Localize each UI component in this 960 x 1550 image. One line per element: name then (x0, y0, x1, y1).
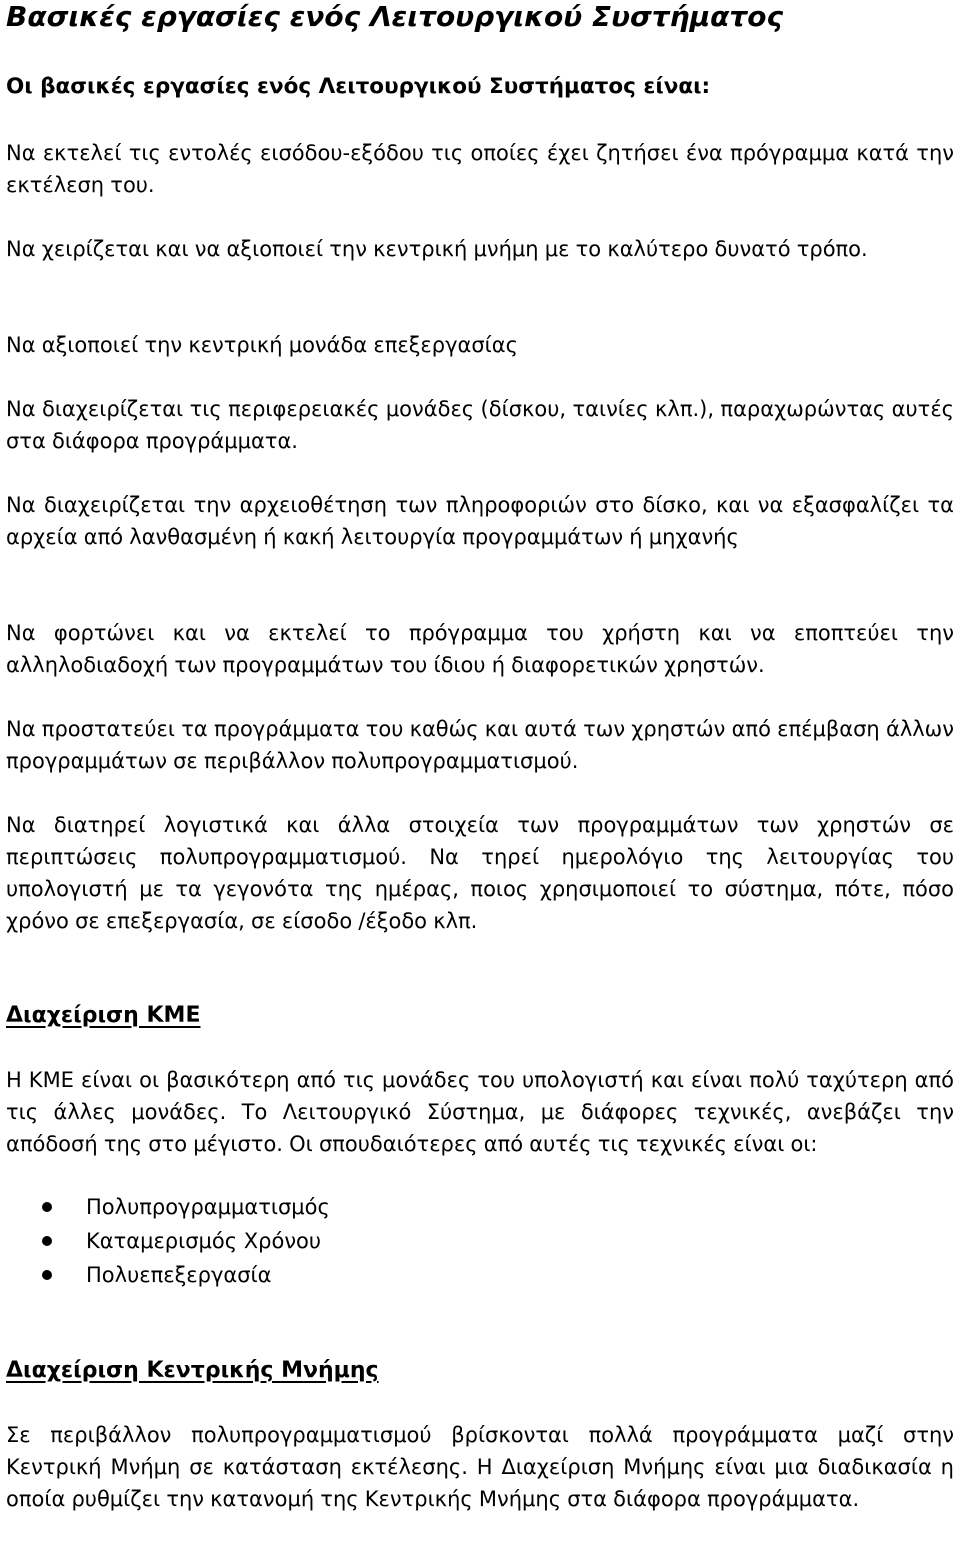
task-paragraph: Να φορτώνει και να εκτελεί το πρόγραμμα του χρήστη και να εποπτεύει την αλληλοδιαδοχή των προγραμμάτων του ίδιου ή διαφορετικών χρηστών. (6, 621, 954, 677)
task-paragraph: Να διαχειρίζεται τις περιφερειακές μονάδες (δίσκου, ταινίες κλπ.), παραχωρώντας αυτές στα διάφορα προγράμματα. (6, 397, 954, 453)
cpu-section-text: Η ΚΜΕ είναι οι βασικότερη από τις μονάδες του υπολογιστή και είναι πολύ ταχύτερη από τις άλλες μονάδες. Το Λειτουργικό Σύστημα, με διάφορες τεχνικές, ανεβάζει την απόδοσή της στο μέγιστο. Οι σπουδαιότερες από αυτές τις τεχνικές είναι οι: (6, 1068, 954, 1156)
list-item-label: Καταμερισμός Χρόνου (86, 1229, 322, 1253)
cpu-section-heading: Διαχείριση ΚΜΕ (6, 1003, 201, 1028)
task-paragraph: Να χειρίζεται και να αξιοποιεί την κεντρική μνήμη με το καλύτερο δυνατό τρόπο. (6, 237, 868, 261)
task-paragraph: Να διαχειρίζεται την αρχειοθέτηση των πληροφοριών στο δίσκο, και να εξασφαλίζει τα αρχεία από λανθασμένη ή κακή λειτουργία προγραμμάτων ή μηχανής (6, 493, 954, 549)
list-item (6, 1224, 906, 1258)
task-paragraph: Να εκτελεί τις εντολές εισόδου-εξόδου τις οποίες έχει ζητήσει ένα πρόγραμμα κατά την εκτέλεση του. (6, 141, 954, 197)
bullet-icon (42, 1270, 52, 1280)
task-paragraph: Να διατηρεί λογιστικά και άλλα στοιχεία των προγραμμάτων των χρηστών σε περιπτώσεις πολυπρογραμματισμού. Να τηρεί ημερολόγιο της λειτουργίας του υπολογιστή με τα γεγονότα της ημέρας, ποιος χρησιμοποιεί το σύστημα, πότε, πόσο χρόνο σε επεξεργασία, σε είσοδο /έξοδο κλπ. (6, 813, 954, 933)
list-item-label: Πολυπρογραμματισμός (86, 1195, 330, 1219)
task-paragraph: Να προστατεύει τα προγράμματα του καθώς και αυτά των χρηστών από επέμβαση άλλων προγραμμάτων σε περιβάλλον πολυπρογραμματισμού. (6, 717, 954, 773)
list-item-label: Πολυεπεξεργασία (86, 1263, 272, 1287)
bullet-icon (42, 1202, 52, 1212)
list-item (6, 1258, 906, 1292)
techniques-list (6, 1190, 906, 1292)
page-title: Βασικές εργασίες ενός Λειτουργικού Συστήματος (6, 0, 784, 33)
bullet-icon (42, 1236, 52, 1246)
task-paragraph: Να αξιοποιεί την κεντρική μονάδα επεξεργασίας (6, 333, 518, 357)
list-item (6, 1190, 906, 1224)
intro-line: Οι βασικές εργασίες ενός Λειτουργικού Συστήματος είναι: (6, 74, 711, 99)
memory-section-text: Σε περιβάλλον πολυπρογραμματισμού βρίσκονται πολλά προγράμματα μαζί στην Κεντρική Μνήμη σε κατάσταση εκτέλεσης. Η Διαχείριση Μνήμης είναι μια διαδικασία η οποία ρυθμίζει την κατανομή της Κεντρικής Μνήμης στα διάφορα προγράμματα. (6, 1423, 954, 1511)
memory-section-heading: Διαχείριση Κεντρικής Μνήμης (6, 1358, 379, 1383)
